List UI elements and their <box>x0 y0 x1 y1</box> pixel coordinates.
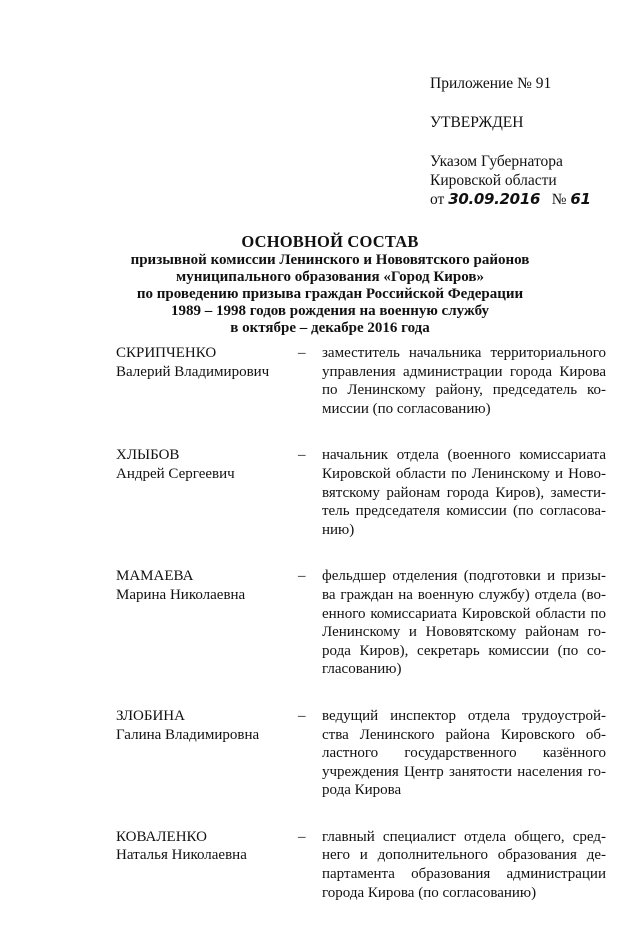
role-line: Ленинскому и Нововятскому районам го- <box>322 624 606 641</box>
role-line: ластного государственного казённого <box>322 745 606 762</box>
role-line: заместитель начальника территориального <box>322 345 606 361</box>
role-line: вятскому районам города Киров), замести- <box>322 484 606 501</box>
role-line: главный специалист отдела общего, сред- <box>322 828 606 845</box>
role-line: города Кирова (по согласованию) <box>322 884 537 901</box>
role-line: миссии (по согласованию) <box>322 400 491 417</box>
member-given-names: Наталья Николаевна <box>116 847 247 864</box>
member-given-names: Марина Николаевна <box>116 586 246 603</box>
member-name <box>116 707 298 800</box>
member-dash: – <box>298 447 306 464</box>
title-line-3: по проведению призыва граждан Российской Федерации <box>136 286 524 302</box>
role-line: енного комиссариата Кировской области по <box>322 605 606 622</box>
handwritten-date: 30.09.2016 <box>448 190 541 208</box>
member-role <box>322 446 606 539</box>
member-dash: – <box>298 828 306 845</box>
appendix-number: Приложение № 91 <box>430 75 552 92</box>
role-line: Кировской области по Ленинскому и Ново- <box>322 465 606 482</box>
member-surname: ЗЛОБИНА <box>116 707 185 724</box>
member-surname: МАМАЕВА <box>116 568 194 585</box>
role-line: рода Киров), секретарь комиссии (по со- <box>322 642 606 659</box>
member-entry <box>116 828 606 902</box>
role-line: учреждения Центр занятости населения го- <box>322 763 606 780</box>
number-prefix: № <box>551 191 567 208</box>
title-line-1: призывной комиссии Ленинского и Нововятского районов <box>130 252 530 268</box>
commission-members-list <box>116 344 606 930</box>
member-dash: – <box>298 568 306 585</box>
member-entry <box>116 344 606 418</box>
date-prefix: от <box>430 191 445 208</box>
title-line-5: в октябре – декабре 2016 года <box>230 320 430 336</box>
role-line: ва граждан на военную службу) отдела (во- <box>322 586 606 603</box>
member-surname: СКРИПЧЕНКО <box>116 345 217 361</box>
member-role <box>322 567 606 679</box>
member-surname: КОВАЛЕНКО <box>116 828 207 845</box>
handwritten-number: 61 <box>570 190 591 208</box>
member-name <box>116 567 298 679</box>
role-line: начальник отдела (военного комиссариата <box>322 447 606 464</box>
member-surname: ХЛЫБОВ <box>116 447 180 464</box>
title-line-2: муниципального образования «Город Киров» <box>176 269 484 285</box>
member-entry <box>116 446 606 539</box>
document-title-block <box>80 232 580 337</box>
member-name <box>116 344 298 418</box>
role-line: него и дополнительного образования де- <box>322 847 606 864</box>
role-line: по Ленинскому району, председатель ко- <box>322 382 606 399</box>
role-line: ведущий инспектор отдела трудоустрой- <box>322 707 606 724</box>
member-dash: – <box>298 345 306 361</box>
approved-label: УТВЕРЖДЕН <box>430 114 524 131</box>
member-given-names: Андрей Сергеевич <box>116 465 235 482</box>
document-title: ОСНОВНОЙ СОСТАВ <box>241 232 419 251</box>
decree-line-1: Указом Губернатора <box>430 153 563 170</box>
member-role <box>322 707 606 800</box>
role-line: партамента образования администрации <box>322 866 606 883</box>
role-line: тель председателя комиссии (по согласова- <box>322 503 606 520</box>
role-line: нию) <box>322 521 355 538</box>
member-role <box>322 344 606 418</box>
role-line: рода Кирова <box>322 782 402 799</box>
role-line: ства Ленинского района Кировского об- <box>322 726 606 743</box>
decree-line-2: Кировской области <box>430 172 557 189</box>
approval-stamp-block <box>430 74 630 209</box>
member-entry <box>116 567 606 679</box>
role-line: управления администрации города Кирова <box>322 363 606 380</box>
role-line: фельдшер отделения (подготовки и призы- <box>322 568 606 585</box>
role-line: гласованию) <box>322 661 402 678</box>
member-role <box>322 828 606 902</box>
member-given-names: Валерий Владимирович <box>116 363 270 380</box>
member-name <box>116 446 298 539</box>
member-given-names: Галина Владимировна <box>116 726 260 743</box>
member-entry <box>116 707 606 800</box>
decree-date-line <box>430 190 630 209</box>
member-dash: – <box>298 707 306 724</box>
title-line-4: 1989 – 1998 годов рождения на военную службу <box>170 303 490 319</box>
member-name <box>116 828 298 902</box>
